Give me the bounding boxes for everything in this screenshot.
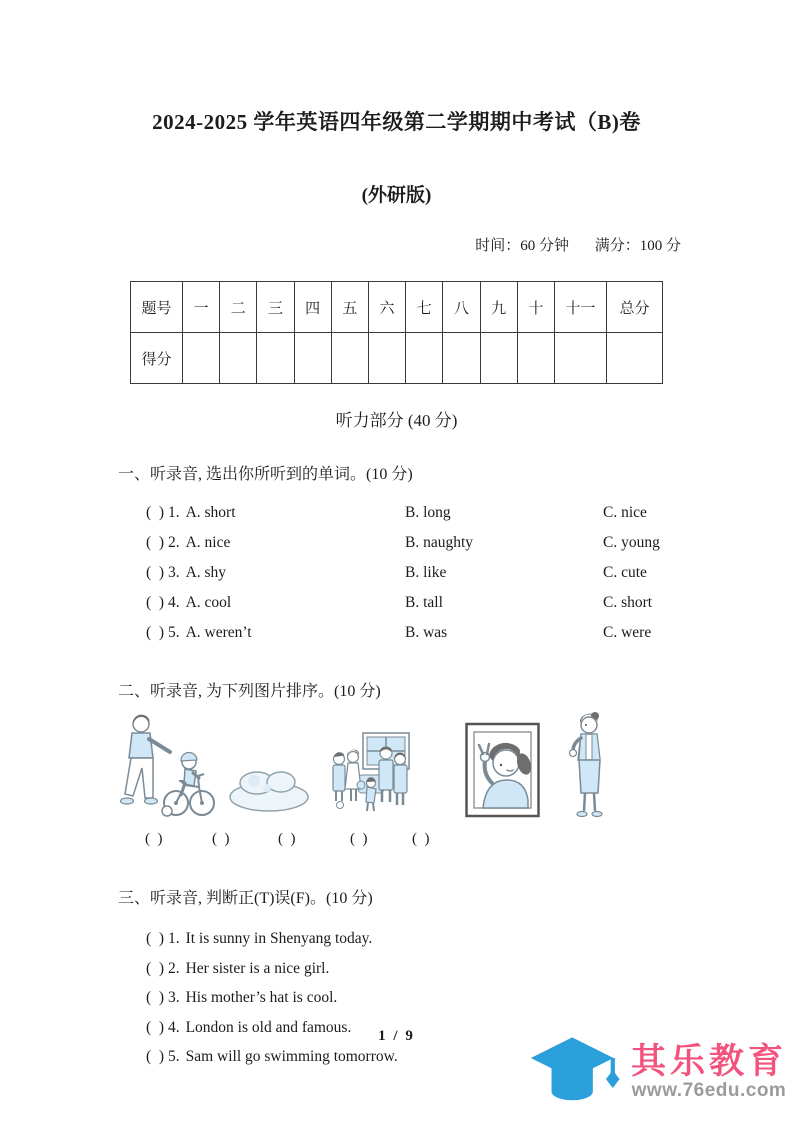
- option-c: C. short: [603, 594, 653, 611]
- picture-cloud: [227, 765, 311, 813]
- score-cell: [406, 333, 443, 384]
- answer-blank: ( ): [412, 831, 430, 847]
- score-cell: [480, 333, 517, 384]
- option-b: B. was: [405, 624, 448, 641]
- score-cell: [368, 333, 405, 384]
- col-header: 二: [220, 282, 257, 333]
- answer-blank: ( ) 1.: [146, 930, 180, 947]
- option-c: C. were: [603, 624, 652, 641]
- section1-items: [146, 498, 793, 648]
- answer-blank: ( ) 2.: [146, 959, 180, 977]
- score-table-score-row: [131, 333, 663, 384]
- answer-blank: ( ) 5.: [146, 624, 180, 641]
- col-header: 三: [257, 282, 294, 333]
- option-b: B. naughty: [405, 534, 474, 551]
- page-number: 1 / 9: [378, 1028, 415, 1044]
- score-cell: [555, 333, 607, 384]
- answer-blank: ( ) 3.: [146, 564, 180, 581]
- statement-text: Her sister is a nice girl.: [185, 959, 330, 977]
- page-title: 2024-2025 学年英语四年级第二学期期中考试（B)卷: [152, 110, 641, 134]
- question-row: [146, 498, 793, 528]
- question-row: [146, 558, 793, 588]
- full-score: 满分：100 分: [594, 238, 681, 254]
- answer-blank: ( ) 2.: [146, 534, 180, 551]
- option-b: B. long: [405, 504, 451, 521]
- score-table: [130, 281, 663, 384]
- picture-family-greeting-grandparents: [330, 731, 412, 817]
- question-row: [146, 588, 793, 618]
- col-header: 十一: [555, 282, 607, 333]
- statement-text: London is old and famous.: [185, 1018, 352, 1036]
- score-cell: [294, 333, 331, 384]
- graduation-cap-icon: [529, 1034, 621, 1112]
- col-header: 五: [331, 282, 368, 333]
- page-subtitle: (外研版): [361, 185, 432, 206]
- option-a: A. weren’t: [185, 624, 252, 641]
- score-table-header-row: [131, 282, 663, 333]
- option-b: B. like: [405, 564, 447, 581]
- score-cell: [607, 333, 663, 384]
- answer-blank: ( ): [350, 831, 368, 847]
- picture-girl-in-photo-frame-peace-sign: [465, 721, 541, 819]
- score-table-label: 题号: [131, 282, 183, 333]
- score-row-label: 得分: [131, 333, 183, 384]
- col-header: 八: [443, 282, 480, 333]
- answer-blank: ( ): [145, 831, 163, 847]
- score-cell: [183, 333, 220, 384]
- option-a: A. nice: [185, 534, 231, 551]
- option-a: A. short: [185, 504, 236, 521]
- question-row: [146, 618, 793, 648]
- col-header: 四: [294, 282, 331, 333]
- picture-woman-standing-talking: [567, 711, 611, 823]
- time-limit: 时间：60 分钟: [475, 238, 569, 254]
- score-cell: [331, 333, 368, 384]
- brand-logo: [529, 1034, 787, 1112]
- score-cell: [443, 333, 480, 384]
- option-c: C. young: [603, 534, 660, 551]
- answer-blank: ( ) 4.: [146, 1018, 180, 1036]
- listening-part-title: 听力部分 (40 分): [335, 411, 458, 430]
- answer-blank: ( ) 1.: [146, 504, 180, 521]
- option-a: A. shy: [185, 564, 227, 581]
- answer-blank: ( ): [212, 831, 230, 847]
- col-header: 一: [183, 282, 220, 333]
- question-row: [146, 983, 793, 1013]
- option-c: C. cute: [603, 564, 647, 581]
- question-row: [146, 528, 793, 558]
- statement-text: His mother’s hat is cool.: [185, 989, 338, 1007]
- section2-pictures: [115, 709, 675, 823]
- option-c: C. nice: [603, 504, 647, 521]
- section2-answer-blanks: [130, 831, 793, 855]
- option-a: A. cool: [185, 594, 232, 611]
- answer-blank: ( ) 3.: [146, 989, 180, 1007]
- section1-heading: 一、听录音, 选出你所听到的单词。(10 分): [118, 466, 413, 483]
- statement-text: It is sunny in Shenyang today.: [185, 930, 373, 947]
- brand-url: www.76edu.com: [631, 1080, 787, 1102]
- score-cell: [220, 333, 257, 384]
- statement-text: Sam will go swimming tomorrow.: [185, 1048, 398, 1066]
- exam-meta: [0, 234, 793, 255]
- section3-heading: 三、听录音, 判断正(T)误(F)。(10 分): [118, 890, 373, 907]
- answer-blank: ( ) 5.: [146, 1048, 180, 1066]
- brand-name: 其乐教育: [630, 1041, 787, 1081]
- score-cell: [517, 333, 554, 384]
- col-header: 七: [406, 282, 443, 333]
- option-b: B. tall: [405, 594, 443, 611]
- answer-blank: ( ): [278, 831, 296, 847]
- answer-blank: ( ) 4.: [146, 594, 180, 611]
- col-header: 六: [368, 282, 405, 333]
- col-header: 九: [480, 282, 517, 333]
- question-row: [146, 954, 793, 984]
- picture-father-teaching-boy-to-ride-bike: [115, 709, 215, 821]
- question-row: [146, 924, 793, 954]
- section2-heading: 二、听录音, 为下列图片排序。(10 分): [118, 683, 381, 700]
- col-header: 总分: [607, 282, 663, 333]
- col-header: 十: [517, 282, 554, 333]
- score-cell: [257, 333, 294, 384]
